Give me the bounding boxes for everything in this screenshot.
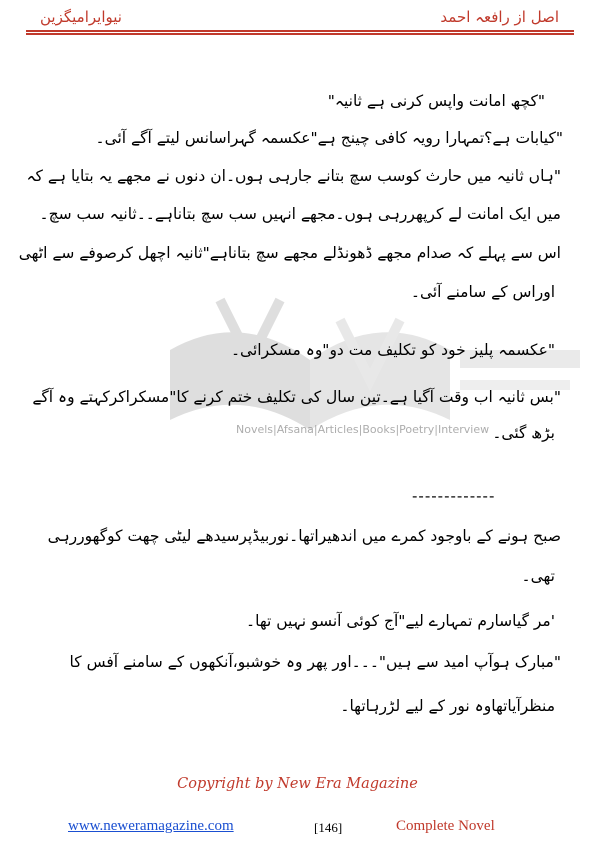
magazine-name-header: نیوایرامیگزین: [40, 8, 122, 26]
text-line: صبح ہونے کے باوجود کمرے میں اندھیراتھا۔نوربیڈپرسیدھے لیٹی چھت کوگھوررہی: [47, 527, 561, 545]
category-label: Complete Novel: [396, 818, 495, 834]
text-line: میں ایک امانت لے کرپھررہی ہوں۔مجھے انہیں سب سچ بتاناہے۔۔ثانیہ سب سچ۔: [39, 205, 561, 223]
text-line: منظرآیاتھاوہ نور کے لیے لڑرہاتھا۔: [340, 697, 555, 715]
header-divider-top: [26, 30, 574, 32]
copyright-notice: Copyright by New Era Magazine: [177, 776, 418, 792]
section-separator: -------------: [412, 487, 496, 505]
watermark-tagline: Novels|Afsana|Articles|Books|Poetry|Interview: [236, 423, 490, 436]
text-line: "بس ثانیہ اب وقت آگیا ہے۔تین سال کی تکلیف ختم کرنے کا"مسکراکرکہتے وہ آگے: [32, 388, 561, 406]
text-line: "کیابات ہے؟تمہارا رویہ کافی چینج ہے"عکسمہ گہراسانس لیتے آگے آئی۔: [95, 129, 563, 147]
text-line: 'مر گیاسارم تمہارے لیے"آج کوئی آنسو نہیں تھا۔: [246, 612, 555, 630]
header-divider-bottom: [26, 33, 574, 35]
text-line: "کچھ امانت واپس کرنی ہے ثانیہ": [327, 92, 545, 110]
text-line: "عکسمہ پلیز خود کو تکلیف مت دو"وہ مسکرائی۔: [230, 341, 555, 359]
text-line: اس سے پہلے کہ صدام مجھے ڈھونڈلے مجھے سچ بتاناہے"ثانیہ اچھل کرصوفے سے اٹھی: [18, 244, 561, 262]
page-number: [146]: [314, 820, 343, 835]
website-link[interactable]: www.neweramagazine.com: [68, 818, 234, 834]
text-line: تھی۔: [521, 567, 555, 585]
author-header: اصل از رافعہ احمد: [440, 8, 559, 26]
text-line: "ہاں ثانیہ میں حارث کوسب سچ بتانے جارہی ہوں۔ان دنوں نے مجھے یہ بتایا ہے کہ: [26, 167, 561, 185]
text-line: اوراس کے سامنے آئی۔: [410, 283, 555, 301]
text-line: بڑھ گئی۔: [492, 424, 555, 442]
text-line: "مبارک ہوآپ امید سے ہیں"۔۔۔اور پھر وہ خوشبو،آنکھوں کے سامنے آفس کا: [69, 653, 561, 671]
